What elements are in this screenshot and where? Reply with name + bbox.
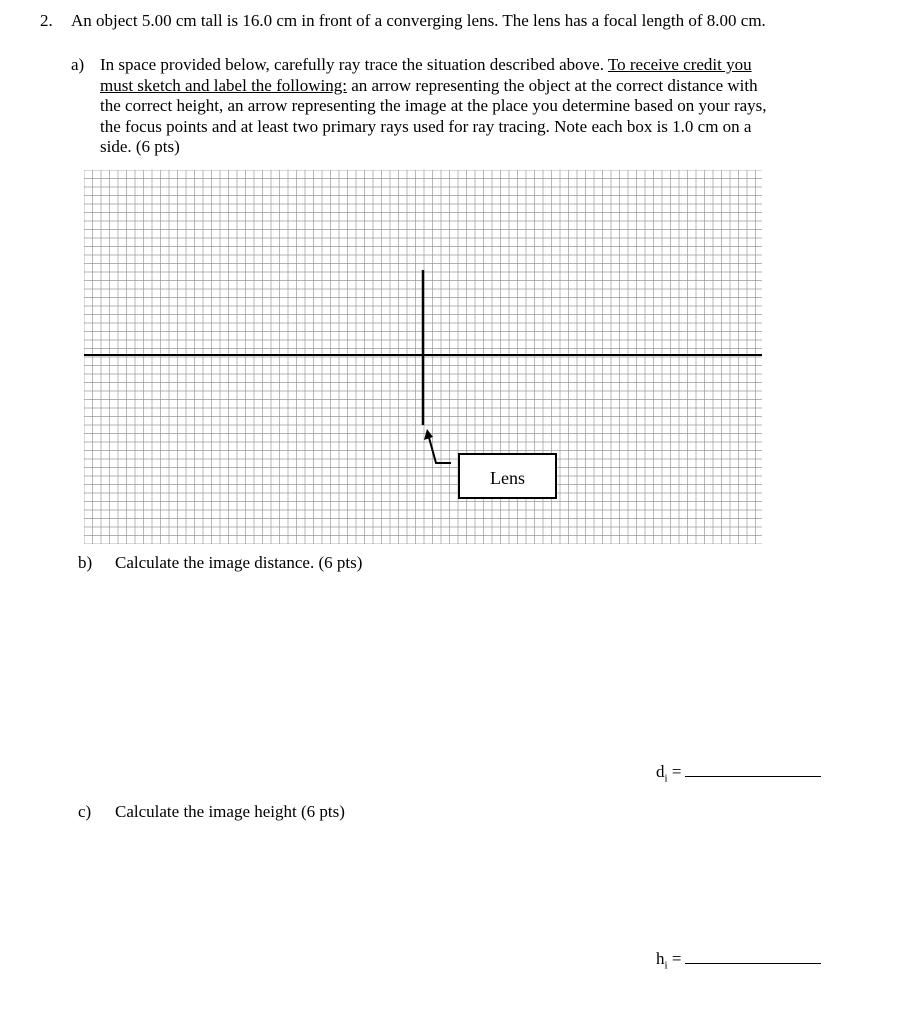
image-height-blank[interactable] (685, 949, 821, 964)
part-c-label: c) (78, 802, 92, 821)
hi-equals: = (667, 949, 682, 968)
sketch-requirement-underlined: must sketch and label the following: (100, 75, 347, 95)
instruction-line-1: In space provided below, carefully ray trace the situation described above. To receive credit you (100, 55, 752, 74)
instruction-line-5: side. (6 pts) (100, 137, 180, 156)
ray-trace-grid[interactable] (84, 170, 762, 544)
instruction-line-3: the correct height, an arrow representing the image at the place you determine based on your rays, (100, 96, 767, 115)
image-distance-blank[interactable] (685, 762, 821, 777)
instruction-line-2: must sketch and label the following: an arrow representing the object at the correct distance with (100, 75, 758, 95)
part-b-question: Calculate the image distance. (6 pts) (115, 553, 363, 572)
part-b-label: b) (78, 553, 93, 572)
hi-label: h (656, 949, 665, 968)
hi-subscript: i (664, 959, 668, 972)
di-equals: = (667, 762, 682, 781)
graph-paper[interactable] (84, 170, 762, 544)
part-a-instructions (100, 55, 820, 158)
instruction-line-4: the focus points and at least two primary rays used for ray tracing. Note each box is 1.0 cm on a (100, 116, 752, 136)
lens-label: Lens (490, 468, 525, 488)
credit-requirement-underlined: To receive credit you (607, 55, 752, 74)
image-height-answer (656, 949, 821, 971)
part-a-label: a) (71, 55, 85, 74)
part-c-question: Calculate the image height (6 pts) (115, 802, 345, 821)
lens-pointer-arrow (424, 429, 451, 463)
image-distance-answer (656, 762, 821, 784)
di-subscript: i (664, 772, 668, 785)
question-text: An object 5.00 cm tall is 16.0 cm in front of a converging lens. The lens has a focal length of 8.00 cm. (71, 11, 766, 30)
question-number: 2. (40, 11, 53, 30)
di-label: d (656, 762, 665, 781)
